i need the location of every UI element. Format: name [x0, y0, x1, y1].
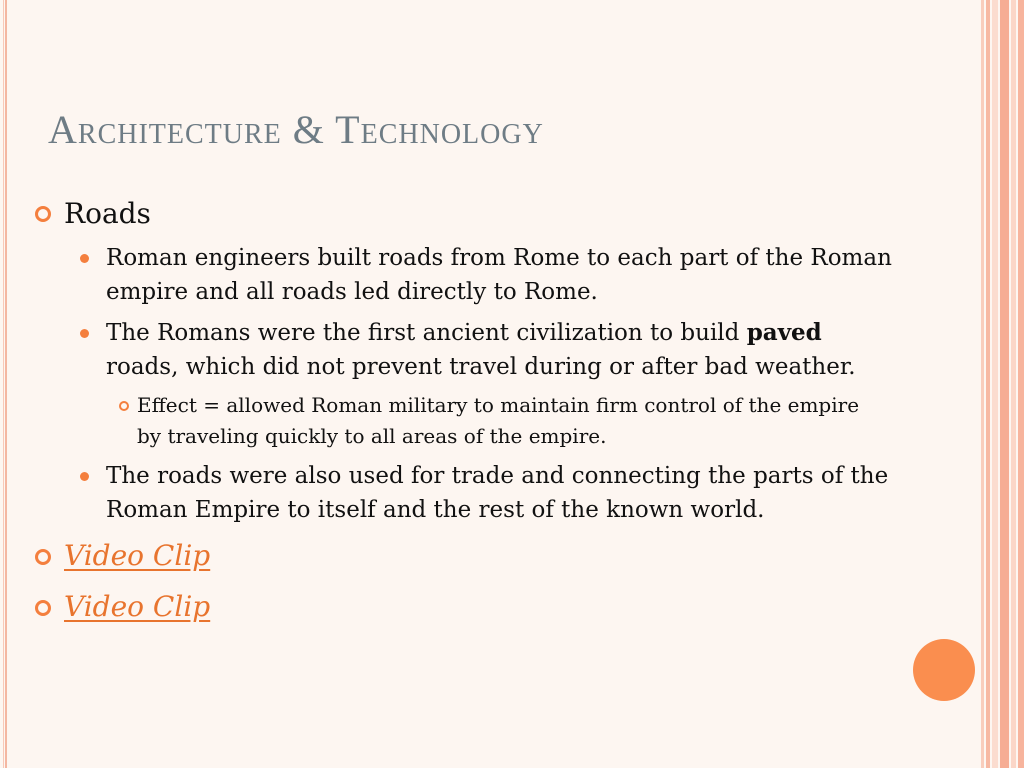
- bullet-ring-icon: [35, 206, 51, 222]
- bullet-ring-icon: [35, 549, 51, 565]
- sub-bullet-text: Roman engineers built roads from Rome to each part of the Roman: [106, 245, 892, 271]
- sub-bullet-text: empire and all roads led directly to Rome.: [106, 279, 598, 305]
- bullet-dot-icon: [80, 329, 89, 338]
- orange-circle-decoration: [913, 639, 975, 701]
- sub-bullet-text: roads, which did not prevent travel during or after bad weather.: [106, 354, 856, 380]
- bullet-roads: Roads: [64, 197, 151, 230]
- bullet-ring-small-icon: [119, 401, 129, 411]
- video-clip-link-1[interactable]: Video Clip: [64, 539, 211, 572]
- bullet-ring-icon: [35, 600, 51, 616]
- sub-bullet-text: [106, 316, 822, 350]
- bullet-dot-icon: [80, 472, 89, 481]
- sub-bullet-text-part: The Romans were the first ancient civilization to build: [106, 320, 747, 346]
- sub-sub-bullet-text: by traveling quickly to all areas of the empire.: [137, 424, 607, 448]
- slide-title: Architecture & Technology: [48, 107, 544, 152]
- bold-keyword: paved: [746, 319, 822, 346]
- bullet-dot-icon: [80, 254, 89, 263]
- sub-sub-bullet-text: Effect = allowed Roman military to maintain firm control of the empire: [137, 393, 860, 417]
- sub-bullet-text: Roman Empire to itself and the rest of the known world.: [106, 497, 765, 523]
- sub-bullet-text: The roads were also used for trade and connecting the parts of the: [106, 463, 889, 489]
- video-clip-link-2[interactable]: Video Clip: [64, 590, 211, 623]
